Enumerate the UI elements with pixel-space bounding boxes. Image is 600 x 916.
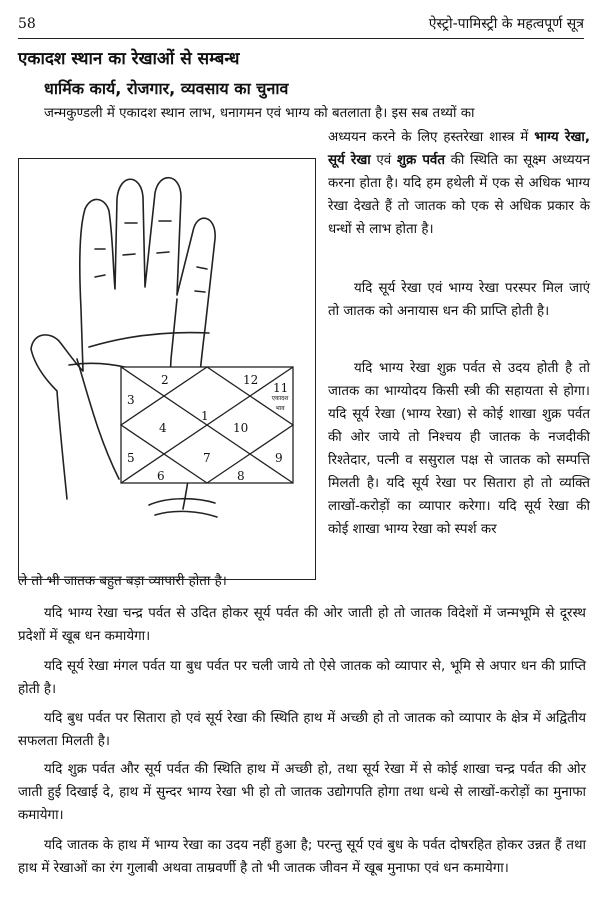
p1-text-a: अध्ययन करने के लिए हस्तरेखा शास्त्र में — [328, 130, 529, 145]
paragraph-3-end: ले तो भी जातक बहुत बड़ा व्यापारी होता है। — [18, 574, 227, 589]
house-12: 12 — [243, 373, 259, 387]
house-8: 8 — [237, 469, 245, 483]
section-heading: एकादश स्थान का रेखाओं से सम्बन्ध — [18, 49, 240, 69]
paragraph-5: यदि सूर्य रेखा मंगल पर्वत या बुध पर्वत पर चली जाये तो ऐसे जातक को व्यापार से, भूमि से अपार धन की प्राप्ति होती है। — [18, 659, 586, 697]
p1-and: एवं — [370, 153, 397, 168]
house-6: 6 — [157, 469, 165, 483]
finger-crease-2 — [95, 275, 105, 277]
paragraph-7: यदि शुक्र पर्वत और सूर्य पर्वत की स्थिति हाथ में अच्छी हो, तथा सूर्य रेखा में से कोई शाखा चन्द्र पर्वत की ओर जाती हुई दिखाई दे, हाथ में सुन्दर भाग्य रेखा भी हो तो जातक उद्योगपति होगा तथा धन्धे से लाखों-करोड़ों का मुनाफा कमायेगा। — [18, 762, 586, 823]
wrist-line-2 — [155, 511, 217, 517]
paragraph-1-continued — [328, 126, 590, 241]
p1-bold-venus-mount: शुक्र पर्वत — [396, 153, 446, 168]
running-title: ऐस्ट्रो-पामिस्ट्री के महत्वपूर्ण सूत्र — [428, 16, 584, 32]
wrist-line-1 — [149, 499, 215, 505]
finger-crease-4 — [123, 254, 135, 255]
house-1: 1 — [201, 409, 209, 423]
house-3: 3 — [127, 393, 135, 407]
paragraph-4: यदि भाग्य रेखा चन्द्र पर्वत से उदित होकर सूर्य पर्वत की ओर जाती हो तो जातक विदेशों में जन्मभूमि से दूरस्थ प्रदेशों में खूब धन कमायेगा। — [18, 606, 586, 644]
paragraph-3: यदि भाग्य रेखा शुक्र पर्वत से उदय होती है तो जातक का भाग्योदय किसी स्त्री की सहायता से होगा। यदि सूर्य रेखा (भाग्य रेखा) से कोई शाखा शुक्र पर्वत की ओर जाये तो निश्चय ही जातक के नजदीकी रिश्तेदार, पत्नी व ससुराल पक्ष से जातक को सम्पत्ति मिलती है। यदि सूर्य रेखा पर सितारा हो तो व्यक्ति लाखों-करोड़ों का व्यापार करेगा। यदि सूर्य रेखा की कोई शाखा भाग्य रेखा को स्पर्श कर — [328, 361, 590, 537]
p1-bold-fate-sun-line: भाग्य रेखा, सूर्य रेखा — [328, 130, 590, 168]
birth-chart — [121, 367, 293, 483]
house-9: 9 — [275, 451, 283, 465]
running-header — [18, 12, 584, 39]
finger-crease-6 — [157, 252, 169, 253]
paragraph-2: यदि सूर्य रेखा एवं भाग्य रेखा परस्पर मिल जाएं तो जातक को अनायास धन की प्राप्ति होती है। — [328, 281, 590, 319]
house-11-note-1: एकादश — [271, 395, 289, 402]
p1-text-b: की स्थिति का सूक्ष्म अध्ययन करना होता है। यदि हम हथेली में एक से अधिक भाग्य रेखा देखते हैं तो जातक को एक से अधिक प्रकार के धन्धों से लाभ होता है। — [328, 153, 590, 237]
house-5: 5 — [127, 451, 135, 465]
finger-crease-8 — [195, 291, 205, 292]
heart-line — [89, 333, 209, 347]
house-10: 10 — [233, 421, 249, 435]
section-subheading: धार्मिक कार्य, रोजगार, व्यवसाय का चुनाव — [44, 79, 289, 98]
paragraph-1-line-1: जन्मकुण्डली में एकादश स्थान लाभ, धनागमन एवं भाग्य को बतलाता है। इस सब तथ्यों का — [44, 106, 475, 121]
house-7: 7 — [203, 451, 211, 465]
house-4: 4 — [159, 421, 167, 435]
paragraph-6: यदि बुध पर्वत पर सितारा हो एवं सूर्य रेखा की स्थिति हाथ में अच्छी हो तो जातक को व्यापार के क्षेत्र में अद्वितीय सफलता मिलती है। — [18, 711, 586, 749]
paragraph-8: यदि जातक के हाथ में भाग्य रेखा का उदय नहीं हुआ है; परन्तु सूर्य एवं बुध के पर्वत दोषरहित होकर उन्नत हैं तथा हाथ में रेखाओं का रंग गुलाबी अथवा ताम्रवर्णी है तो भी जातक जीवन में खूब मुनाफा एवं धन कमायेगा। — [18, 838, 586, 876]
house-2: 2 — [161, 373, 169, 387]
life-line — [77, 359, 119, 479]
palm-illustration — [19, 159, 315, 579]
page-number: 58 — [18, 16, 36, 32]
house-11: 11 — [273, 381, 289, 395]
house-11-note-2: भाव — [275, 405, 285, 412]
finger-crease-7 — [197, 267, 207, 269]
palm-chart-figure — [18, 158, 316, 580]
